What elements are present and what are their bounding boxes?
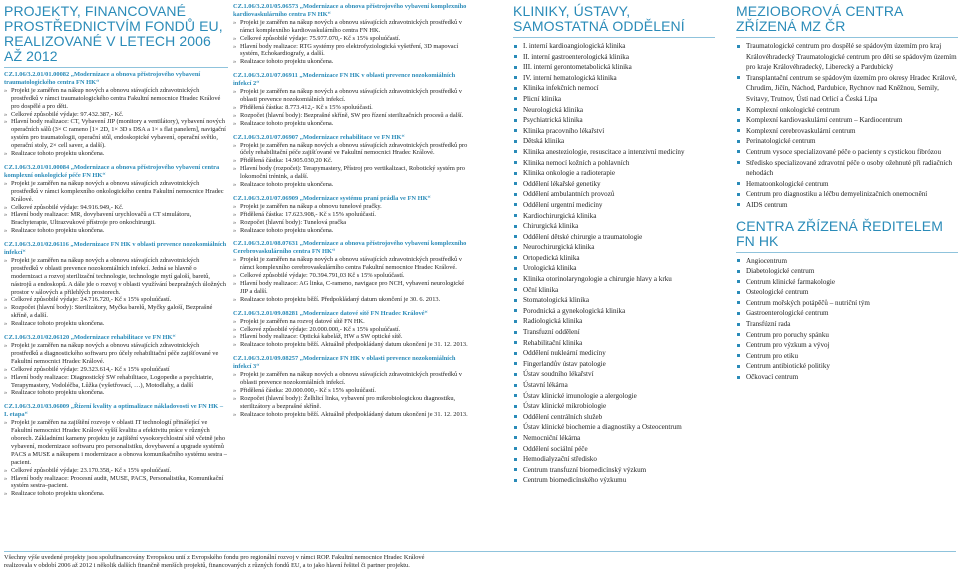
project-bullet: » Projekt je zaměřen na nákup nových a obnovu stávajících zdravotnických prostředků a diagnostického softwaru pro účely rehabilitační péče zajišťované ve Fakultní nemocnici Hradec Králové.: [4, 342, 228, 366]
project-bullet: » Celkové způsobilé výdaje: 97.432.387,- Kč.: [4, 111, 228, 119]
title-line: REALIZOVANÉ V LETECH 2006 AŽ 2012: [4, 33, 211, 64]
divider: [4, 67, 228, 68]
project-block: [4, 241, 228, 328]
list-item: Ústav soudního lékařství: [513, 369, 715, 380]
list-item: Neurochirurgická klinika: [513, 242, 715, 253]
list-item: Středisko specializované zdravotní péče o osoby ožehnuté při radiačních nehodách: [736, 158, 958, 179]
project-bullet: » Rozpočet (hlavní body): Bezprašné skříně, SW pro řízení sterilizačních procesů a další.: [233, 112, 473, 120]
project-bullets: [233, 256, 473, 303]
list-item: Ústavní lékárna: [513, 380, 715, 391]
project-title: CZ.1.06/3.2.01/07.06911 „Modernizace FN HK v oblasti prevence nozokomiálních infekcí 2“: [233, 72, 456, 88]
list-item: Komplexní kardiovaskulární centrum – Kardiocentrum: [736, 115, 958, 126]
list-item: Komplexní onkologické centrum: [736, 105, 958, 116]
project-bullet: » Rozpočet (hlavní body): Tunelová pračka: [233, 219, 473, 227]
project-bullet: » Projekt je zaměřen na nákup a obnovu tunelové pračky.: [233, 203, 473, 211]
list-item: Centrum pro poruchy spánku: [736, 330, 958, 341]
project-bullet: » Projekt je zaměřen na nákup nových a obnovu stávajících zdravotnických prostředků v rámci komplexního cerebrovaskulárního centra Fakultní nemocnice Hradec Králové.: [233, 256, 473, 272]
project-bullet: » Hlavní body realizace: AG linka, C-rameno, navigace pro NCH, vybavení neurologické JIP a další.: [233, 280, 473, 296]
list-item: Oddělení lékařské genetiky: [513, 179, 715, 190]
list-item: Nemocniční lékárna: [513, 433, 715, 444]
list-item: Osteologické centrum: [736, 287, 958, 298]
list-item: Diabetologické centrum: [736, 266, 958, 277]
project-bullet: » Rozpočet (hlavní body): Sterilizátory, Myčka barelů, Myčky galoší, Bezprašné skříně, a další.: [4, 304, 228, 320]
page-title: [4, 4, 228, 64]
centers-mz-list: [736, 41, 958, 211]
list-item: Transfuzní oddělení: [513, 327, 715, 338]
list-item: Oddělení nukleární medicíny: [513, 348, 715, 359]
project-title: CZ.1.06/3.2.01/07.06909 „Modernizace systému praní prádla ve FN HK“: [233, 194, 431, 202]
project-block: [233, 72, 473, 127]
title-line: PROSTŘEDNICTVÍM FONDŮ EU,: [4, 18, 223, 34]
project-bullets: [4, 257, 228, 328]
project-bullets: [233, 19, 473, 66]
project-bullet: » Přidělená částka: 14.905.030,20 Kč.: [233, 157, 473, 165]
project-title: CZ.1.06/3.2.01/02.06120 „Modernizace rehabilitace ve FN HK“: [4, 334, 176, 342]
column-centers: [736, 0, 958, 383]
list-item: Oční klinika: [513, 285, 715, 296]
project-bullet: » Celkové způsobilé výdaje: 24.716.720,- Kč s 15% spoluúčastí.: [4, 296, 228, 304]
project-title: CZ.1.06/3.2.01/02.06116 „Modernizace FN HK v oblasti prevence nozokomiálních infekcí“: [4, 241, 227, 257]
project-block: [233, 195, 473, 235]
project-title: CZ.1.06/3.2.01/09.08257 „Modernizace FN HK v oblasti prevence nozokomiálních infekcí 3“: [233, 355, 456, 371]
project-bullet: » Projekt je zaměřen na nákup nových a obnovu stávajících zdravotnických prostředků v oblasti prevence nozokomiálních infekcí.: [233, 371, 473, 387]
title-line: SAMOSTATNÁ ODDĚLENÍ: [513, 18, 685, 34]
list-item: Centrum biomedicínského výzkumu: [513, 475, 715, 486]
project-bullet: » Realizace tohoto projektu ukončena.: [4, 150, 228, 158]
list-item: Očkovací centrum: [736, 372, 958, 383]
project-bullets: [4, 342, 228, 397]
list-item: Oddělení urgentní medicíny: [513, 200, 715, 211]
list-item: IV. interní hematologická klinika: [513, 73, 715, 84]
list-item: Angiocentrum: [736, 256, 958, 267]
project-title: CZ.1.06/3.2.01/01.00082 „Modernizace a obnova přístrojového vybavení traumatologického centra FN HK“: [4, 71, 201, 86]
list-item: Centrum vysoce specializované péče o pacienty s cystickou fibrózou: [736, 147, 958, 158]
list-item: Klinika anesteziologie, resuscitace a intenzivní medicíny: [513, 147, 715, 158]
list-item: Oddělení dětské chirurgie a traumatologie: [513, 232, 715, 243]
list-item: Oddělení sociální péče: [513, 444, 715, 455]
project-bullet: » Realizace tohoto projektu běží. Aktuálně předpokládaný datum ukončení je 31. 12. 2013.: [233, 411, 473, 419]
project-bullets: [233, 318, 473, 350]
project-bullet: » Celkové způsobilé výdaje: 70.394.791,03 Kč s 15% spoluúčastí.: [233, 272, 473, 280]
project-bullets: [4, 419, 228, 498]
project-title: CZ.1.06/3.2.01/07.06907 „Modernizace rehabilitace ve FN HK“: [233, 133, 405, 141]
title-line: KLINIKY, ÚSTAVY,: [513, 3, 631, 19]
list-item: Centrum antibiotické politiky: [736, 361, 958, 372]
project-title: CZ.1.06/3.2.01/01.00084 „Modernizace a obnova přístrojového vybavení centra komplexní onkologické péče FN HK“: [4, 163, 220, 179]
list-item: Neurologická klinika: [513, 105, 715, 116]
list-item: Ústav klinické mikrobiologie: [513, 401, 715, 412]
project-bullets: [4, 180, 228, 235]
list-item: Klinika onkologie a radioterapie: [513, 168, 715, 179]
list-item: Porodnická a gynekologická klinika: [513, 306, 715, 317]
project-bullets: [233, 88, 473, 128]
project-bullet: » Hlavní body realizace: Procesní audit, MUSE, PACS, Personalistika, Komunikační systém sestra–pacient.: [4, 475, 228, 491]
list-item: Klinika nemocí kožních a pohlavních: [513, 158, 715, 169]
project-bullet: » Celkové způsobilé výdaje: 75.977.070,- Kč s 15% spoluúčastí.: [233, 35, 473, 43]
list-item: Fingerlandův ústav patologie: [513, 359, 715, 370]
project-bullet: » Realizace tohoto projektu ukončena.: [233, 227, 473, 235]
project-bullet: » Realizace tohoto projektu běží. Aktuálně předpokládaný datum ukončení je 31. 12. 2013.: [233, 341, 473, 349]
project-bullet: » Projekt je zaměřen na zajištění rozvoje v oblasti IT technologií přinášející ve Fakultní nemocnici Hradec Králové vyšší kvalitu a efektivitu práce v různých oborech. Základními kameny projektu je zajištění vysokorychlostní sítě včetně jeho vybavení, modernizace softwaru pro personalistiku, dovybavení a upgrade systémů PACS a MUSE a nákupem i modernizace a obnova komunikačního systému sestra – pacient.: [4, 419, 228, 466]
project-block: [4, 403, 228, 498]
project-bullet: » Projekt je zaměřen na nákup nových a obnovu stávajících zdravotnických prostředků v rámci traumatologického centra Fakultní nemocnice Hradec Králové pro dospělé a pro děti.: [4, 87, 228, 111]
project-bullet: » Projekt je zaměřen na nákup nových a obnovu stávajících zdravotnických prostředků v oblasti prevence nozokomiálních infekcí. Jedná se hlavně o modernizaci a rozvoj sterilizační technologie, technologie mytí galoší, baretů, nástrojů a endoskopů. A dále jde o rozvoj v oblasti využívání bezpražných úložných prostor v sálových a přilehlých prostorech.: [4, 257, 228, 297]
project-bullet: » Hlavní body realizace: CT, Vybavení JIP (monitory a ventilátory), vybavení nových operačních sálů (3× C rameno [1× 2D, 1× 3D s DSA a 1× s flat panelem], navigační systém pro traumatologii, operační stůl, endoskopické vybavení, operační světlo, operační stoly, 2× cell saver, a další).: [4, 118, 228, 150]
list-item: II. interní gastroenterologická klinika: [513, 52, 715, 63]
list-item: Psychiatrická klinika: [513, 115, 715, 126]
list-item: Radiologická klinika: [513, 316, 715, 327]
project-bullet: » Projekt je zaměřen na rozvoj datové sítě FN HK.: [233, 318, 473, 326]
footer-line: Všechny výše uvedené projekty jsou spolufinancovány Evropskou unií z Evropského fondu pro regionální rozvoj v rámci ROP. Fakultní nemocnice Hradec Králové: [4, 554, 425, 561]
list-item: Urologická klinika: [513, 263, 715, 274]
project-block: [233, 240, 473, 303]
centers-director-title: CENTRA ZŘÍZENÁ ŘEDITELEM FN HK: [736, 217, 943, 249]
list-item: Centrum pro etiku: [736, 351, 958, 362]
project-bullet: » Hlavní body realizace: Optická kabeláž, HW a SW optické sítě.: [233, 333, 473, 341]
project-bullet: » Přidělená částka: 8.773.412,- Kč s 15% spoluúčastí.: [233, 104, 473, 112]
clinics-title: [513, 4, 715, 34]
project-bullet: » Realizace tohoto projektu ukončena.: [233, 120, 473, 128]
project-title: CZ.1.06/3.2.01/05.06573 „Modernizace a obnova přístrojového vybavení komplexního kardiovaskulárního centra FN HK“: [233, 3, 467, 18]
column-projects-2: [233, 0, 473, 425]
list-item: Hematoonkologické centrum: [736, 179, 958, 190]
project-bullet: » Celkové způsobilé výdaje: 23.170.358,- Kč s 15% spoluúčastí.: [4, 467, 228, 475]
title-line: PROJEKTY, FINANCOVANÉ: [4, 3, 187, 19]
list-item: Centrum pro výzkum a vývoj: [736, 340, 958, 351]
project-bullet: » Přidělená částka: 17.623.908,- Kč s 15% spoluúčastí.: [233, 211, 473, 219]
list-item: Centrum mořských potápěčů – nutriční tým: [736, 298, 958, 309]
footer-line: realizovala v období 2006 až 2012 i několik dalších finančně menších projektů, financovaných z různých fondů EU, a to jako hlavní řešitel či partner projektu.: [4, 562, 410, 570]
list-item: Centrum klinické farmakologie: [736, 277, 958, 288]
list-item: Komplexní cerebrovaskulární centrum: [736, 126, 958, 137]
project-bullet: » Projekt je zaměřen na nákup nových a obnovu stávajících zdravotnických prostředků v rámci komplexního onkologického centra Fakultní nemocnice Hradec Králové.: [4, 180, 228, 204]
list-item: III. interní gerontometabolická klinika: [513, 62, 715, 73]
project-bullet: » Realizace tohoto projektu ukončena.: [4, 389, 228, 397]
project-bullet: » Celkové způsobilé výdaje: 94.916.949,- Kč.: [4, 204, 228, 212]
clinics-list: [513, 41, 715, 486]
project-bullet: » Hlavní body (rozpočet): Terapymastery, Přístroj pro vertikalizaci, Robotický systém pro lokomoční trénink, a další.: [233, 165, 473, 181]
list-item: Transplantační centrum se spádovým územím pro okresy Hradec Králové, Chrudim, Jičín, Náchod, Pardubice, Rychnov nad Kněžnou, Semily, Svitavy, Trutnov, Ústí nad Orlicí a Česká Lípa: [736, 73, 958, 105]
project-block: [4, 334, 228, 397]
project-bullet: » Projekt je zaměřen na nákup nových a obnovu stávajících zdravotnických prostředků v oblasti prevence nozokomiálních infekcí.: [233, 88, 473, 104]
list-item: Transfúzní rada: [736, 319, 958, 330]
list-item: Rehabilitační klinika: [513, 338, 715, 349]
list-item: Klinika infekčních nemocí: [513, 83, 715, 94]
project-bullet: » Hlavní body realizace: MR, dovybavení urychlovačů a CT simulátoru, Brachyterapie, Ultrazvukové přístroje pro onkochirurgii.: [4, 211, 228, 227]
project-bullet: » Realizace tohoto projektu ukončena.: [4, 320, 228, 328]
list-item: Klinika otorinolaryngologie a chirurgie hlavy a krku: [513, 274, 715, 285]
list-item: AIDS centrum: [736, 200, 958, 211]
project-bullet: » Celkové způsobilé výdaje: 29.323.614,- Kč s 15% spoluúčastí: [4, 366, 228, 374]
project-title: CZ.1.06/3.2.01/08.07631 „Modernizace a obnova přístrojového vybavení komplexního Cerebrovaskulárního centra FN HK“: [233, 240, 467, 256]
project-bullets: [233, 142, 473, 189]
project-block: [233, 355, 473, 418]
project-block: [4, 71, 228, 158]
project-list: [233, 3, 473, 419]
list-item: Kardiochirurgická klinika: [513, 211, 715, 222]
footer-note: [4, 554, 956, 570]
list-item: I. interní kardioangiologická klinika: [513, 41, 715, 52]
divider: [736, 252, 958, 253]
list-item: Ústav klinické biochemie a diagnostiky a Osteocentrum: [513, 422, 715, 433]
project-bullet: » Realizace tohoto projektu ukončena.: [233, 58, 473, 66]
list-item: Dětská klinika: [513, 136, 715, 147]
list-item: Perinatologické centrum: [736, 136, 958, 147]
project-bullet: » Realizace tohoto projektu ukončena.: [4, 490, 228, 498]
project-bullets: [233, 203, 473, 235]
project-block: [233, 134, 473, 189]
list-item: Hemodialyzační středisko: [513, 454, 715, 465]
project-bullet: » Projekt je zaměřen na nákup nových a obnovu stávajících zdravotnických prostředků v rámci komplexního kardiovaskulárního centra FN HK.: [233, 19, 473, 35]
project-bullet: » Celkové způsobilé výdaje: 20.000.000,- Kč s 15% spoluúčastí.: [233, 326, 473, 334]
centers-mz-title: MEZIOBOROVÁ CENTRA ZŘÍZENÁ MZ ČR: [736, 3, 903, 34]
project-bullet: » Projekt je zaměřen na nákup nových a obnovu stávajících zdravotnických prostředků pro účely rehabilitační péče zajišťované ve Fakultní nemocnici Hradec Králové.: [233, 142, 473, 158]
list-item: Ortopedická klinika: [513, 253, 715, 264]
project-block: [233, 3, 473, 66]
centers-director-list: [736, 256, 958, 383]
project-bullet: » Hlavní body realizace: RTG systémy pro elektrofyziologická vyšetření, 3D mapovací systém, Echokardiografy, a další.: [233, 43, 473, 59]
project-block: [4, 164, 228, 235]
project-title: CZ.1.06/3.2.01/03.06009 „Řízení kvality a optimalizace nákladovosti ve FN HK – I. etapa“: [4, 403, 224, 419]
project-bullet: » Realizace tohoto projektu ukončena.: [233, 181, 473, 189]
divider: [513, 37, 715, 38]
project-title: CZ.1.06/3.2.01/09.08281 „Modernizace datové sítě FN Hradec Králové“: [233, 309, 428, 317]
list-item: Stomatologická klinika: [513, 295, 715, 306]
project-list: [4, 71, 228, 498]
list-item: Chirurgická klinika: [513, 221, 715, 232]
project-bullet: » Realizace tohoto projektu ukončena.: [4, 227, 228, 235]
column-clinics: [513, 0, 715, 486]
list-item: Centrum pro diagnostiku a léčbu demyelinizačních onemocnění: [736, 189, 958, 200]
list-item: Gastroenterologické centrum: [736, 308, 958, 319]
list-item: Oddělení centrálních služeb: [513, 412, 715, 423]
list-item: Ústav klinické imunologie a alergologie: [513, 391, 715, 402]
footer-divider: [4, 551, 956, 552]
list-item: Plicní klinika: [513, 94, 715, 105]
project-bullet: » Realizace tohoto projektu běží. Předpokládaný datum ukončení je 30. 6. 2013.: [233, 296, 473, 304]
list-item: Centrum transfuzní biomedicínský výzkum: [513, 465, 715, 476]
list-item: Klinika pracovního lékařství: [513, 126, 715, 137]
project-bullet: » Přidělená částka: 20.000.000,- Kč s 15% spoluúčastí.: [233, 387, 473, 395]
project-bullet: » Rozpočet (hlavní body): Želhlicí linka, vybavení pro mikrobiologickou diagnostiku, sterilizátory a bezprašné skříně.: [233, 395, 473, 411]
list-item: Traumatologické centrum pro dospělé se spádovým územím pro kraj Královéhradecký Traumatologické centrum pro děti se spádovým územím pro kraje Královéhradecký, Liberecký a Pardubický: [736, 41, 958, 73]
divider: [736, 37, 958, 38]
project-bullet: » Hlavní body realizace: Diagnostický SW rehabilitace, Logopedie a psychiatrie, Terapymastery, Vodoléčba, Lůžka (vyšetřovací, …), Motodlahy, a další: [4, 374, 228, 390]
column-projects-1: [4, 0, 228, 504]
project-bullets: [233, 371, 473, 418]
project-block: [233, 310, 473, 350]
list-item: Oddělení ambulantních provozů: [513, 189, 715, 200]
project-bullets: [4, 87, 228, 158]
